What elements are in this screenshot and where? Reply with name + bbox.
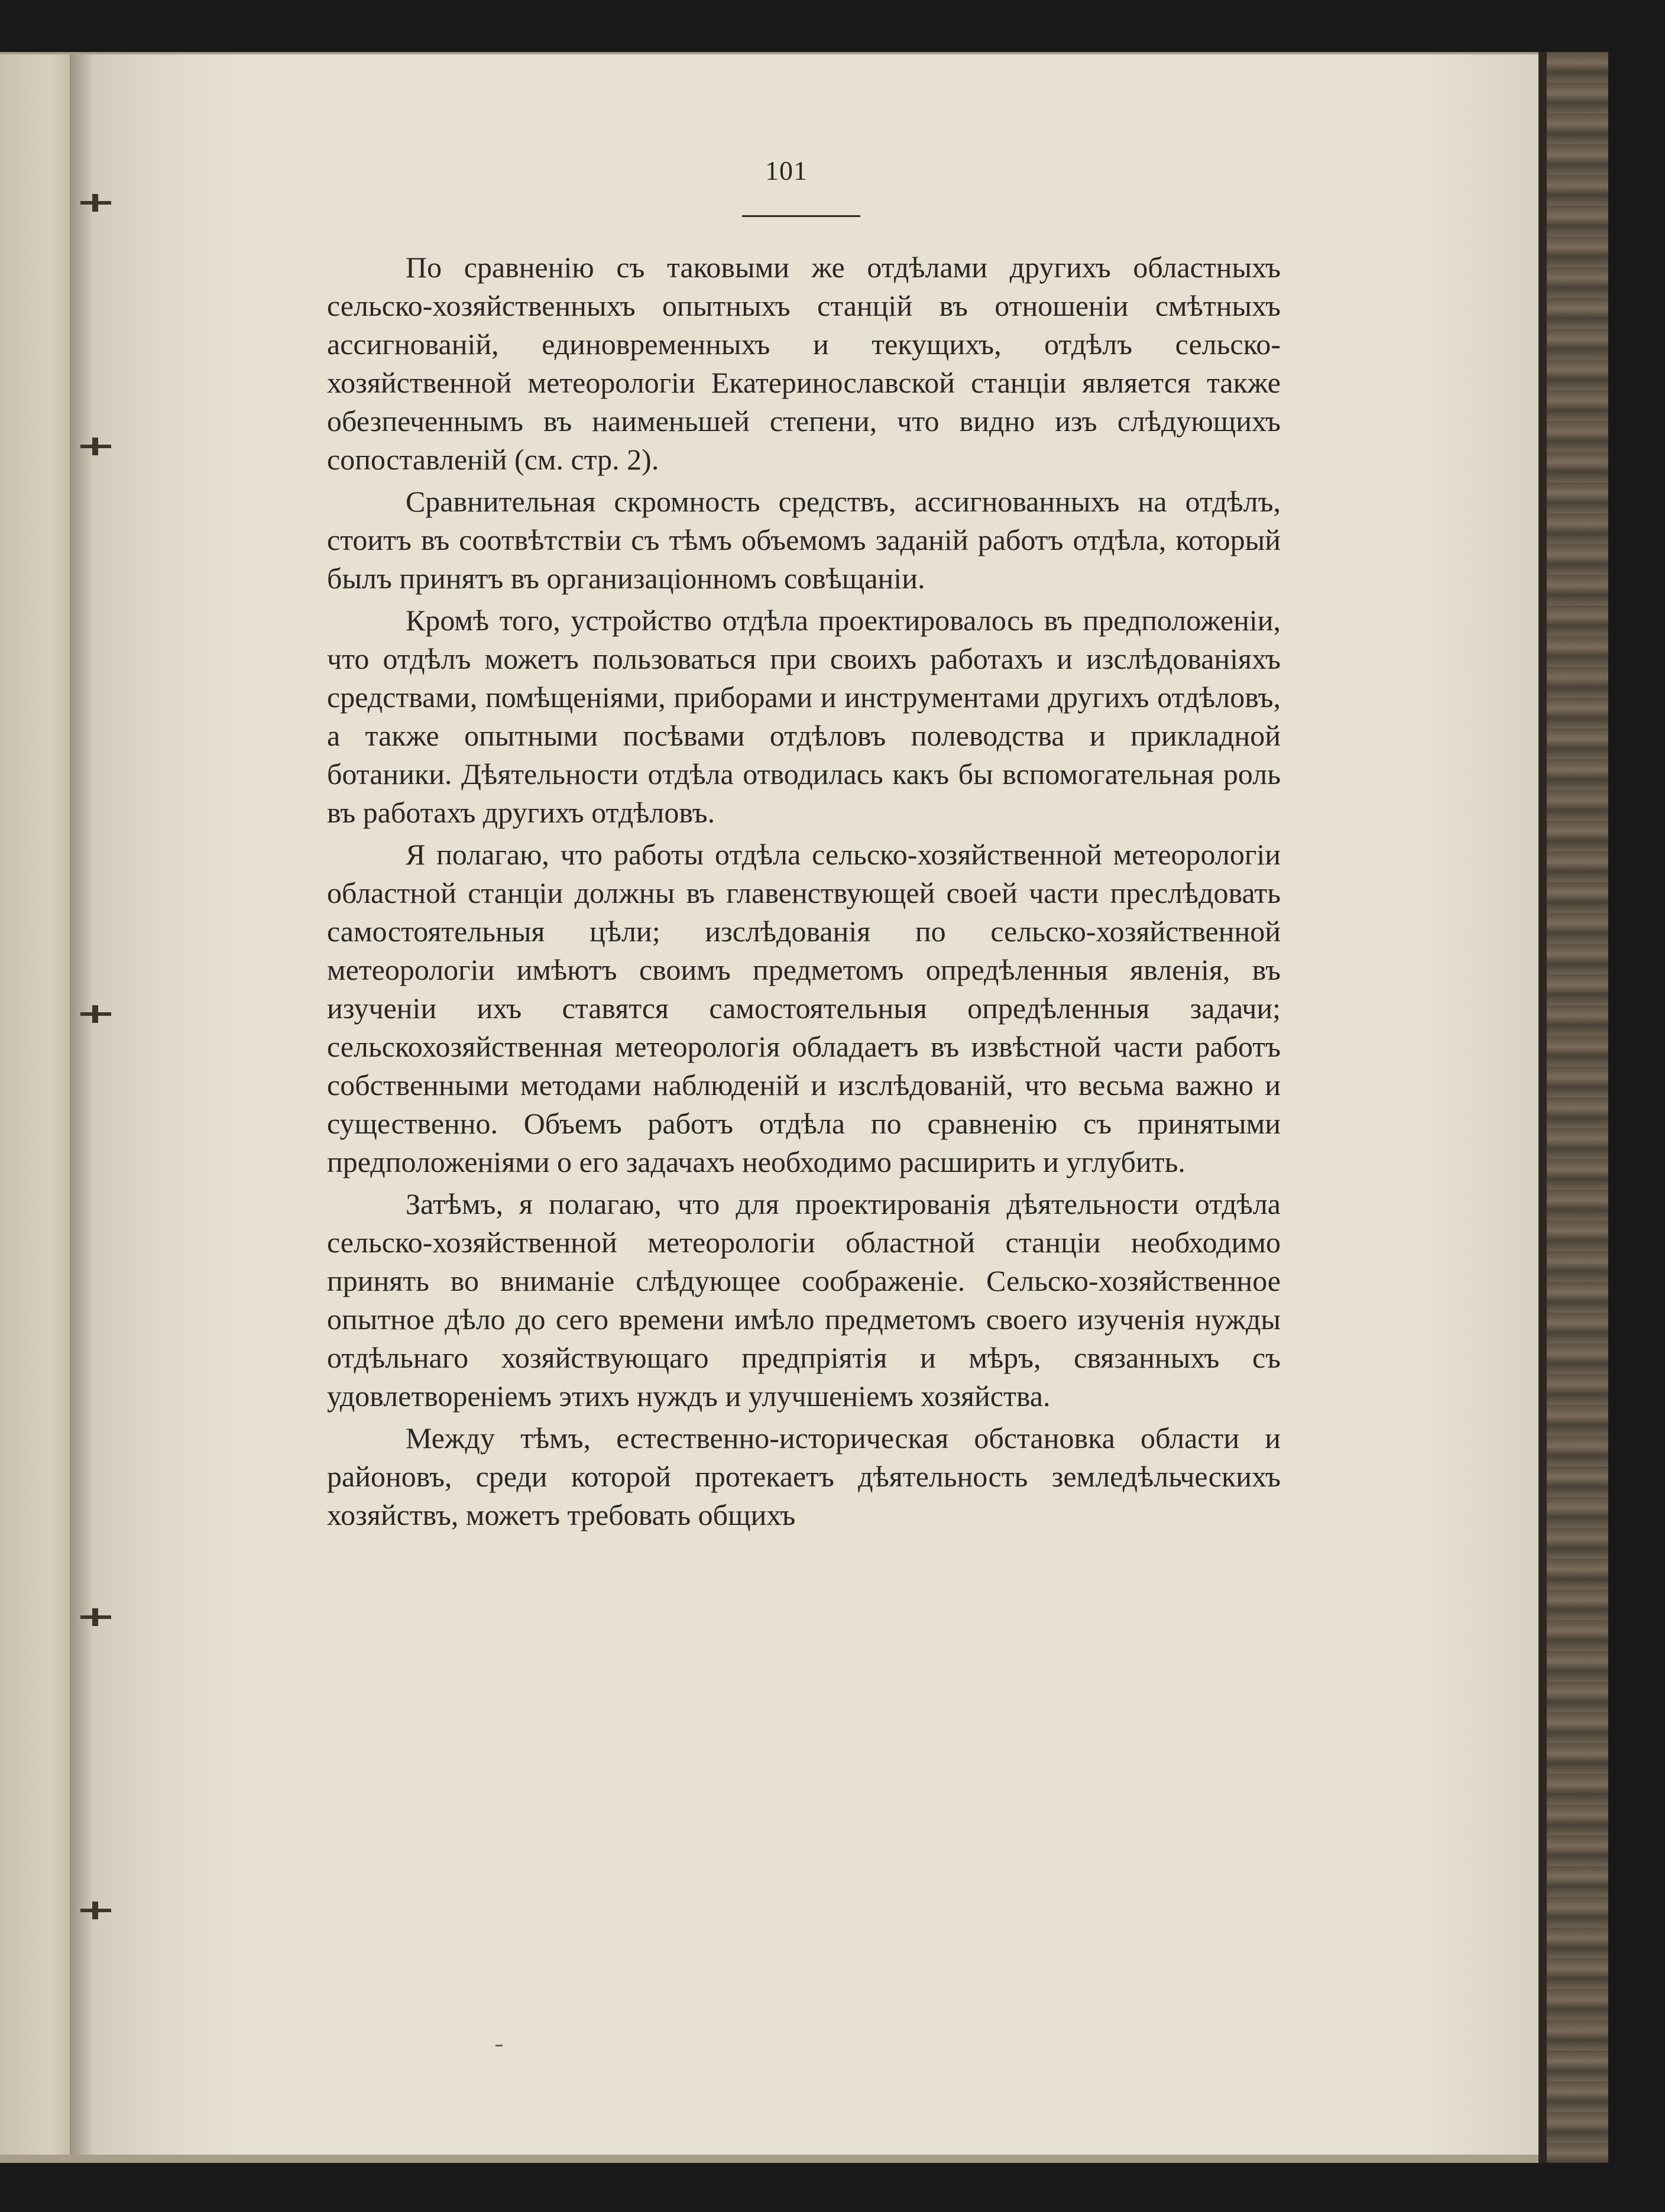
binding-thread (80, 1012, 111, 1016)
paragraph: Я полагаю, что работы отдѣла сельско-хозяйственной метеорологіи областной станціи должны въ главенствующей своей части преслѣдовать самостоятельныя цѣли; изслѣдованія по сельско-хозяйственной метеорологіи имѣютъ своимъ предметомъ опредѣленныя явленія, въ изученіи ихъ ставятся самостоятельныя опредѣленныя задачи; сельскохозяйственная метеорологія обладаетъ въ извѣстной части работъ собственными методами наблюденій и изслѣдованій, что весьма важно и существенно. Объемъ работъ отдѣла по сравненію съ принятыми предположеніями о его задачахъ необходимо расширить и углубить. (327, 838, 1281, 1178)
paragraph: По сравненію съ таковыми же отдѣлами другихъ областныхъ сельско-хозяйственныхъ опытныхъ станцій въ отношеніи смѣтныхъ ассигнованій, единовременныхъ и текущихъ, отдѣлъ сельско-хозяйственной метеорологіи Екатеринославской станціи является также обезпеченнымъ въ наименьшей степени, что видно изъ слѣдующихъ сопоставленій (см. стр. 2). (327, 251, 1281, 476)
paragraph: Между тѣмъ, естественно-историческая обстановка области и районовъ, среди которой протекаетъ дѣятельность земледѣльческихъ хозяйствъ, можетъ требовать общихъ (327, 1421, 1281, 1531)
page-number: 101 (765, 156, 808, 186)
paragraph: Затѣмъ, я полагаю, что для проектированія дѣятельности отдѣла сельско-хозяйственной метеорологіи областной станціи необходимо принять во вниманіе слѣдующее соображеніе. Сельско-хозяйственное опытное дѣло до сего времени имѣло предметомъ своего изученія нужды отдѣльнаго хозяйствующаго предпріятія и мѣръ, связанныхъ съ удовлетвореніемъ этихъ нуждъ и улучшеніемъ хозяйства. (327, 1187, 1281, 1413)
page-number-rule (742, 215, 860, 217)
binding-thread (80, 445, 111, 448)
book-cover-edge (1538, 52, 1608, 2163)
spine-shadow (70, 54, 93, 2155)
body-text (327, 248, 1281, 1538)
paragraph: Кромѣ того, устройство отдѣла проектировалось въ предположеніи, что отдѣлъ можетъ пользоваться при своихъ работахъ и изслѣдованіяхъ средствами, помѣщеніями, приборами и инструментами другихъ отдѣловъ, а также опытными посѣвами отдѣловъ полеводства и прикладной ботаники. Дѣятельности отдѣла отводилась какъ бы вспомогательная роль въ работахъ другихъ отдѣловъ. (327, 604, 1281, 829)
stray-mark (495, 2045, 503, 2046)
binding-thread (80, 1615, 111, 1619)
binding-thread (80, 1909, 111, 1912)
binding-thread (80, 201, 111, 205)
paragraph: Сравнительная скромность средствъ, ассигнованныхъ на отдѣлъ, стоитъ въ соотвѣтствіи съ тѣмъ объемомъ заданій работъ отдѣла, который былъ принятъ въ организаціонномъ совѣщаніи. (327, 485, 1281, 595)
